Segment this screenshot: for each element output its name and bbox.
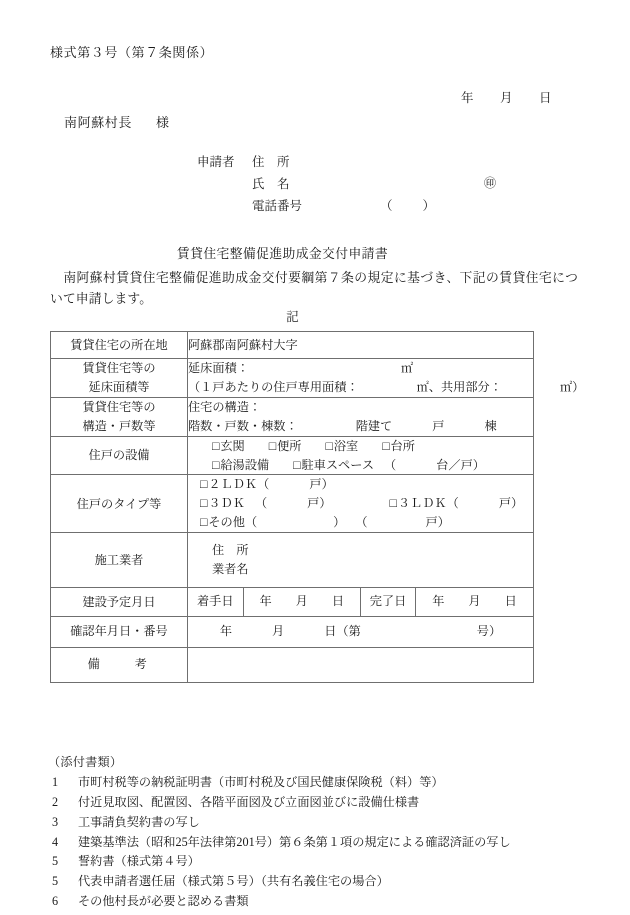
attachment-number: 4 — [52, 834, 59, 849]
structure-units-unit: 戸 — [432, 418, 445, 433]
checkbox-toilet-label: 便所 — [277, 438, 302, 453]
document-body-text: 南阿蘇村賃貸住宅整備促進助成金交付要綱第７条の規定に基づき、下記の賃貸住宅について申請します。 — [50, 271, 578, 306]
date-line — [461, 89, 552, 107]
attachment-number: 6 — [52, 894, 59, 909]
attachment-item-7 — [48, 892, 511, 912]
confirmation-month: 月 — [272, 624, 285, 639]
table-row-structure — [51, 397, 534, 436]
attachment-number: 5 — [52, 874, 59, 889]
checkbox-2ldk-label: ２ＬＤＫ — [208, 477, 258, 492]
checkbox-icon: □ — [200, 515, 208, 530]
floor-area-per-unit-text: （１戸あたりの住戸専用面積： — [188, 379, 359, 394]
attachment-text: 代表申請者選任届（様式第５号）（共有名義住宅の場合） — [78, 874, 389, 889]
confirmation-year: 年 — [219, 624, 233, 639]
checkbox-icon: □ — [293, 457, 301, 472]
attachment-number: 2 — [52, 794, 59, 809]
dwelling-type-row-3 — [200, 513, 533, 532]
application-form-table — [50, 331, 585, 683]
applicant-address-label: 住 所 — [252, 155, 290, 169]
dwelling-other-unit: 戸） — [425, 515, 450, 530]
dwelling-type-row-1 — [200, 475, 533, 494]
attachment-text: 付近見取図、配置図、各階平面図及び立面図並びに設備仕様書 — [78, 794, 420, 809]
dwelling-3ldk-open: （ — [446, 496, 459, 511]
dwelling-3dk-open: （ — [254, 496, 268, 511]
parking-unit: 台／戸） — [436, 457, 485, 472]
parking-open-paren: （ — [384, 457, 397, 472]
attachment-item-2 — [48, 793, 511, 813]
attachment-text: 工事請負契約書の写し — [78, 814, 200, 829]
structure-buildings-unit: 棟 — [484, 418, 497, 433]
end-date-field[interactable] — [416, 588, 534, 616]
checkbox-parking[interactable] — [293, 458, 374, 472]
end-year: 年 — [432, 593, 445, 608]
equipment-row-2 — [212, 456, 533, 475]
checkbox-icon: □ — [212, 457, 220, 472]
construction-date-row — [188, 588, 533, 616]
checkbox-other[interactable] — [200, 515, 245, 529]
dwelling-type-row-2 — [200, 494, 533, 513]
checkbox-icon: □ — [382, 438, 390, 453]
row-value-dwelling-type[interactable] — [188, 475, 534, 533]
floor-area-total-line — [188, 359, 533, 378]
document-title: 賃貸住宅整備促進助成金交付申請書 — [176, 247, 389, 261]
row-label-confirmation: 確認年月日・番号 — [51, 616, 188, 647]
row-value-floor-area[interactable] — [188, 359, 585, 398]
checkbox-3dk[interactable] — [200, 496, 245, 510]
start-month: 月 — [295, 593, 308, 608]
dwelling-2ldk-unit: 戸） — [309, 477, 334, 492]
start-year: 年 — [259, 593, 272, 608]
date-year-label: 年 — [460, 91, 474, 105]
attachment-number: 3 — [52, 814, 59, 829]
structure-type-line — [188, 398, 533, 417]
row-label-structure-line2: 構造・戸数等 — [82, 418, 156, 433]
applicant-address-row — [197, 153, 302, 175]
table-row-confirmation — [51, 616, 534, 647]
seal-icon: ㊞ — [484, 176, 497, 190]
checkbox-entrance-label: 玄関 — [220, 438, 245, 453]
row-label-contractor: 施工業者 — [51, 533, 188, 588]
dwelling-3ldk-unit: 戸） — [498, 496, 524, 511]
checkbox-kitchen[interactable] — [382, 439, 415, 453]
attachments-heading: （添付書類） — [48, 755, 123, 769]
row-label-remarks: 備 考 — [51, 647, 188, 682]
construction-date-subtable — [188, 588, 533, 616]
row-value-confirmation[interactable] — [188, 616, 534, 647]
attachment-item-1 — [48, 773, 511, 793]
table-row-remarks — [51, 647, 534, 682]
contractor-address-line — [212, 541, 533, 560]
date-month-label: 月 — [499, 91, 513, 105]
attachment-text: 建築基準法（昭和25年法律第201号）第６条第１項の規定による確認済証の写し — [78, 834, 511, 849]
table-row-construction-date — [51, 587, 534, 616]
row-value-structure[interactable] — [188, 397, 534, 436]
date-day-label: 日 — [538, 91, 552, 105]
row-label-floor-area — [51, 359, 188, 398]
end-month: 月 — [468, 593, 481, 608]
end-day: 日 — [504, 593, 517, 608]
checkbox-entrance[interactable] — [212, 439, 245, 453]
floor-area-common-unit: ㎡） — [559, 379, 585, 394]
row-label-floor-area-line1: 賃貸住宅等の — [82, 361, 156, 376]
start-date-field[interactable] — [243, 588, 361, 616]
attachment-item-3 — [48, 813, 511, 833]
row-value-construction-date — [188, 587, 534, 616]
form-number: 様式第３号（第７条関係） — [50, 45, 214, 60]
applicant-name-row — [252, 175, 497, 197]
dwelling-other-open: （ — [244, 515, 258, 530]
row-label-structure — [51, 397, 188, 436]
checkbox-toilet[interactable] — [269, 439, 302, 453]
contractor-address-label: 住 所 — [212, 543, 249, 558]
checkbox-3dk-label: ３ＤＫ — [208, 496, 245, 511]
checkbox-water-heater-label: 給湯設備 — [220, 457, 270, 472]
start-day: 日 — [331, 593, 345, 608]
applicant-block — [197, 153, 497, 219]
attachment-text: 誓約書（様式第４号） — [78, 854, 200, 869]
addressee-honorific: 様 — [156, 115, 170, 130]
row-label-dwelling-type: 住戸のタイプ等 — [51, 475, 188, 533]
attachment-number: 1 — [52, 774, 59, 789]
row-value-location[interactable]: 阿蘇郡南阿蘇村大字 — [188, 332, 534, 359]
checkbox-kitchen-label: 台所 — [390, 438, 415, 453]
floor-area-per-unit-suffix: ㎡、共用部分： — [416, 379, 502, 394]
equipment-row-1 — [212, 437, 533, 456]
floor-area-total-label: 延床面積： — [188, 361, 249, 375]
document-body — [50, 268, 578, 309]
attachment-item-4 — [48, 833, 511, 853]
attachment-item-5 — [48, 852, 511, 872]
checkbox-icon: □ — [268, 438, 277, 453]
attachment-text: 市町村税等の納税証明書（市町村税及び国民健康保険税（料）等） — [78, 774, 444, 789]
row-value-equipment[interactable] — [188, 436, 534, 475]
applicant-name-label: 氏 名 — [252, 177, 290, 191]
dwelling-other-mid-open: （ — [355, 515, 368, 530]
contractor-company-label: 業者名 — [212, 562, 249, 577]
attachment-number: 5 — [52, 854, 59, 869]
end-date-label: 完了日 — [361, 588, 416, 616]
row-label-equipment: 住戸の設備 — [51, 436, 188, 475]
row-value-contractor[interactable] — [188, 533, 534, 588]
checkbox-icon: □ — [200, 496, 208, 511]
row-label-location: 賃貸住宅の所在地 — [51, 332, 188, 359]
floor-area-unit: ㎡ — [400, 361, 414, 375]
structure-counts-line — [188, 417, 533, 436]
table-row-dwelling-type — [51, 475, 534, 533]
dwelling-3dk-unit: 戸） — [307, 496, 332, 511]
row-label-structure-line1: 賃貸住宅等の — [82, 400, 156, 415]
checkbox-parking-label: 駐車スペース — [301, 457, 375, 472]
attachments-section — [48, 753, 511, 912]
checkbox-bathroom[interactable] — [326, 439, 359, 453]
checkbox-water-heater[interactable] — [212, 458, 269, 472]
dwelling-other-mid-close: ） — [333, 515, 346, 530]
checkbox-other-label: その他 — [208, 515, 245, 530]
dwelling-2ldk-open: （ — [257, 477, 270, 492]
attachment-text: その他村長が必要と認める書類 — [78, 894, 249, 909]
confirmation-day: 日（第 — [324, 624, 361, 639]
table-row-equipment — [51, 436, 534, 475]
row-label-floor-area-line2: 延床面積等 — [88, 379, 150, 394]
checkbox-bathroom-label: 浴室 — [333, 438, 359, 453]
table-row-contractor — [51, 533, 534, 588]
checkbox-icon: □ — [200, 477, 208, 492]
checkbox-icon: □ — [325, 438, 333, 453]
applicant-phone-label: 電話番号 — [252, 199, 303, 213]
structure-floors-unit: 階建て — [355, 418, 393, 433]
checkbox-icon: □ — [389, 496, 397, 511]
checkbox-icon: □ — [212, 438, 220, 453]
contractor-company-line — [212, 560, 533, 579]
row-label-construction-date: 建設予定月日 — [51, 587, 188, 616]
phone-open-paren: （ — [380, 199, 393, 213]
row-value-remarks[interactable] — [188, 647, 534, 682]
checkbox-3ldk[interactable] — [390, 496, 447, 510]
start-date-label: 着手日 — [188, 588, 243, 616]
applicant-lead-label: 申請者 — [197, 155, 235, 169]
confirmation-number-suffix: 号） — [476, 624, 502, 639]
attachment-item-6 — [48, 872, 511, 892]
checkbox-2ldk[interactable] — [200, 477, 257, 491]
structure-counts-label: 階数・戸数・棟数： — [188, 418, 298, 433]
applicant-phone-row — [252, 197, 436, 219]
table-row-floor-area — [51, 359, 534, 398]
confirmation-fields — [220, 624, 501, 638]
checkbox-3ldk-label: ３ＬＤＫ — [397, 496, 447, 511]
ki-mark: 記 — [286, 310, 299, 324]
table-row-location — [51, 332, 534, 359]
floor-area-per-unit-line — [188, 378, 585, 397]
structure-type-label: 住宅の構造： — [188, 399, 262, 414]
applicant-phone-field — [380, 197, 435, 215]
addressee-name: 南阿蘇村長 — [64, 115, 133, 130]
addressee — [64, 114, 170, 133]
phone-close-paren: ） — [422, 199, 436, 213]
